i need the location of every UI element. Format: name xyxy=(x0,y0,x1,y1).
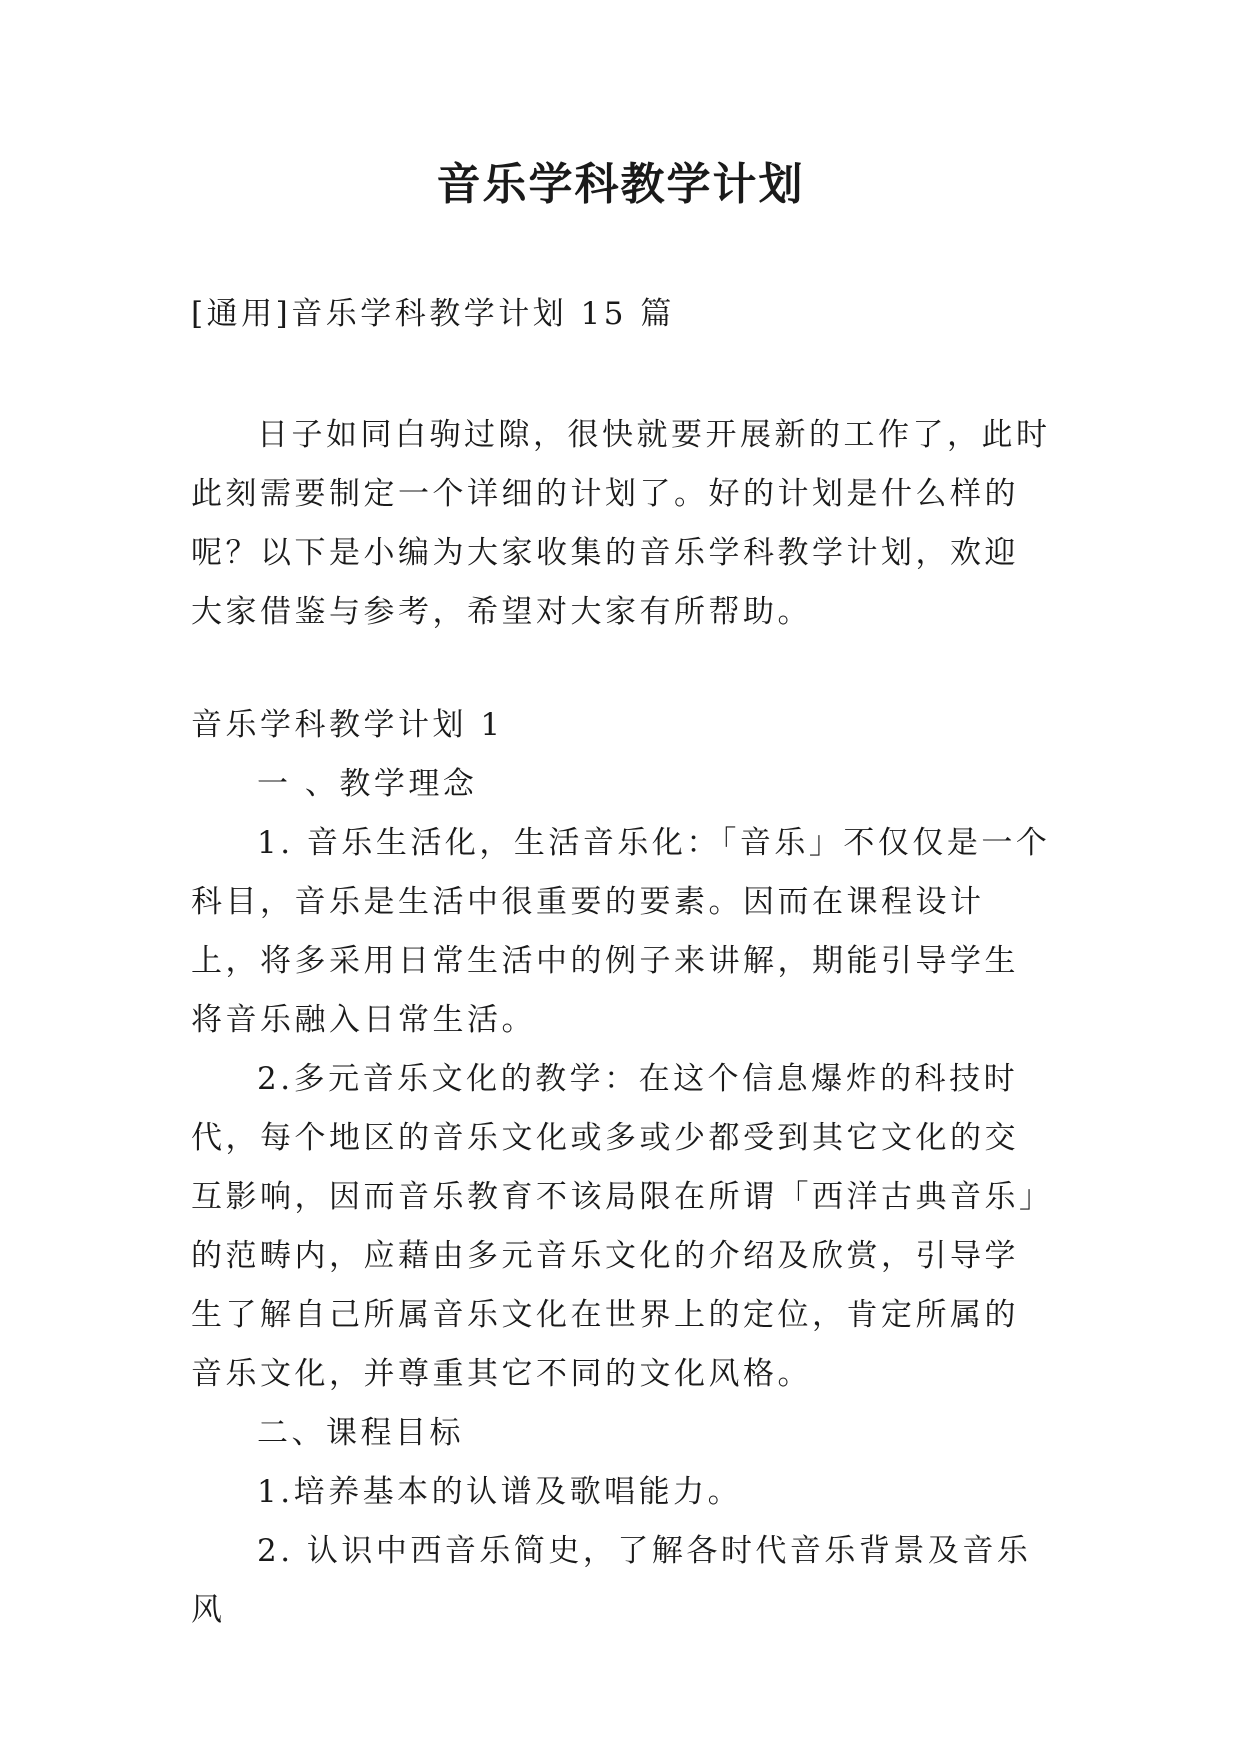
section-subheading-goals: 二、课程目标 xyxy=(257,1415,464,1451)
goal-item-2: 2. 认识中西音乐简史，了解各时代音乐背景及音乐风 xyxy=(191,1533,1032,1628)
section-subheading-philosophy: 一 、教学理念 xyxy=(257,766,478,802)
document-subtitle: [通用]音乐学科教学计划 15 篇 xyxy=(191,296,675,332)
intro-paragraph: 日子如同白驹过隙，很快就要开展新的工作了，此时此刻需要制定一个详细的计划了。好的计划是什么样的呢？以下是小编为大家收集的音乐学科教学计划，欢迎大家借鉴与参考，希望对大家有所帮助。 xyxy=(191,417,1051,630)
document-title: 音乐学科教学计划 xyxy=(436,159,805,210)
paragraph-multicultural: 2.多元音乐文化的教学：在这个信息爆炸的科技时代，每个地区的音乐文化或多或少都受到其它文化的交互影响，因而音乐教育不该局限在所谓「西洋古典音乐」的范畴内，应藉由多元音乐文化的介绍及欣赏，引导学生了解自己所属音乐文化在世界上的定位，肯定所属的音乐文化，并尊重其它不同的文化风格。 xyxy=(191,1061,1038,1392)
section-heading: 音乐学科教学计划 1 xyxy=(191,707,504,743)
goal-item-1: 1.培养基本的认谱及歌唱能力。 xyxy=(257,1474,743,1510)
paragraph-music-life: 1. 音乐生活化，生活音乐化：「音乐」不仅仅是一个科目，音乐是生活中很重要的要素。因而在课程设计上，将多采用日常生活中的例子来讲解，期能引导学生将音乐融入日常生活。 xyxy=(191,825,1051,1038)
section-1 xyxy=(191,696,1051,1640)
